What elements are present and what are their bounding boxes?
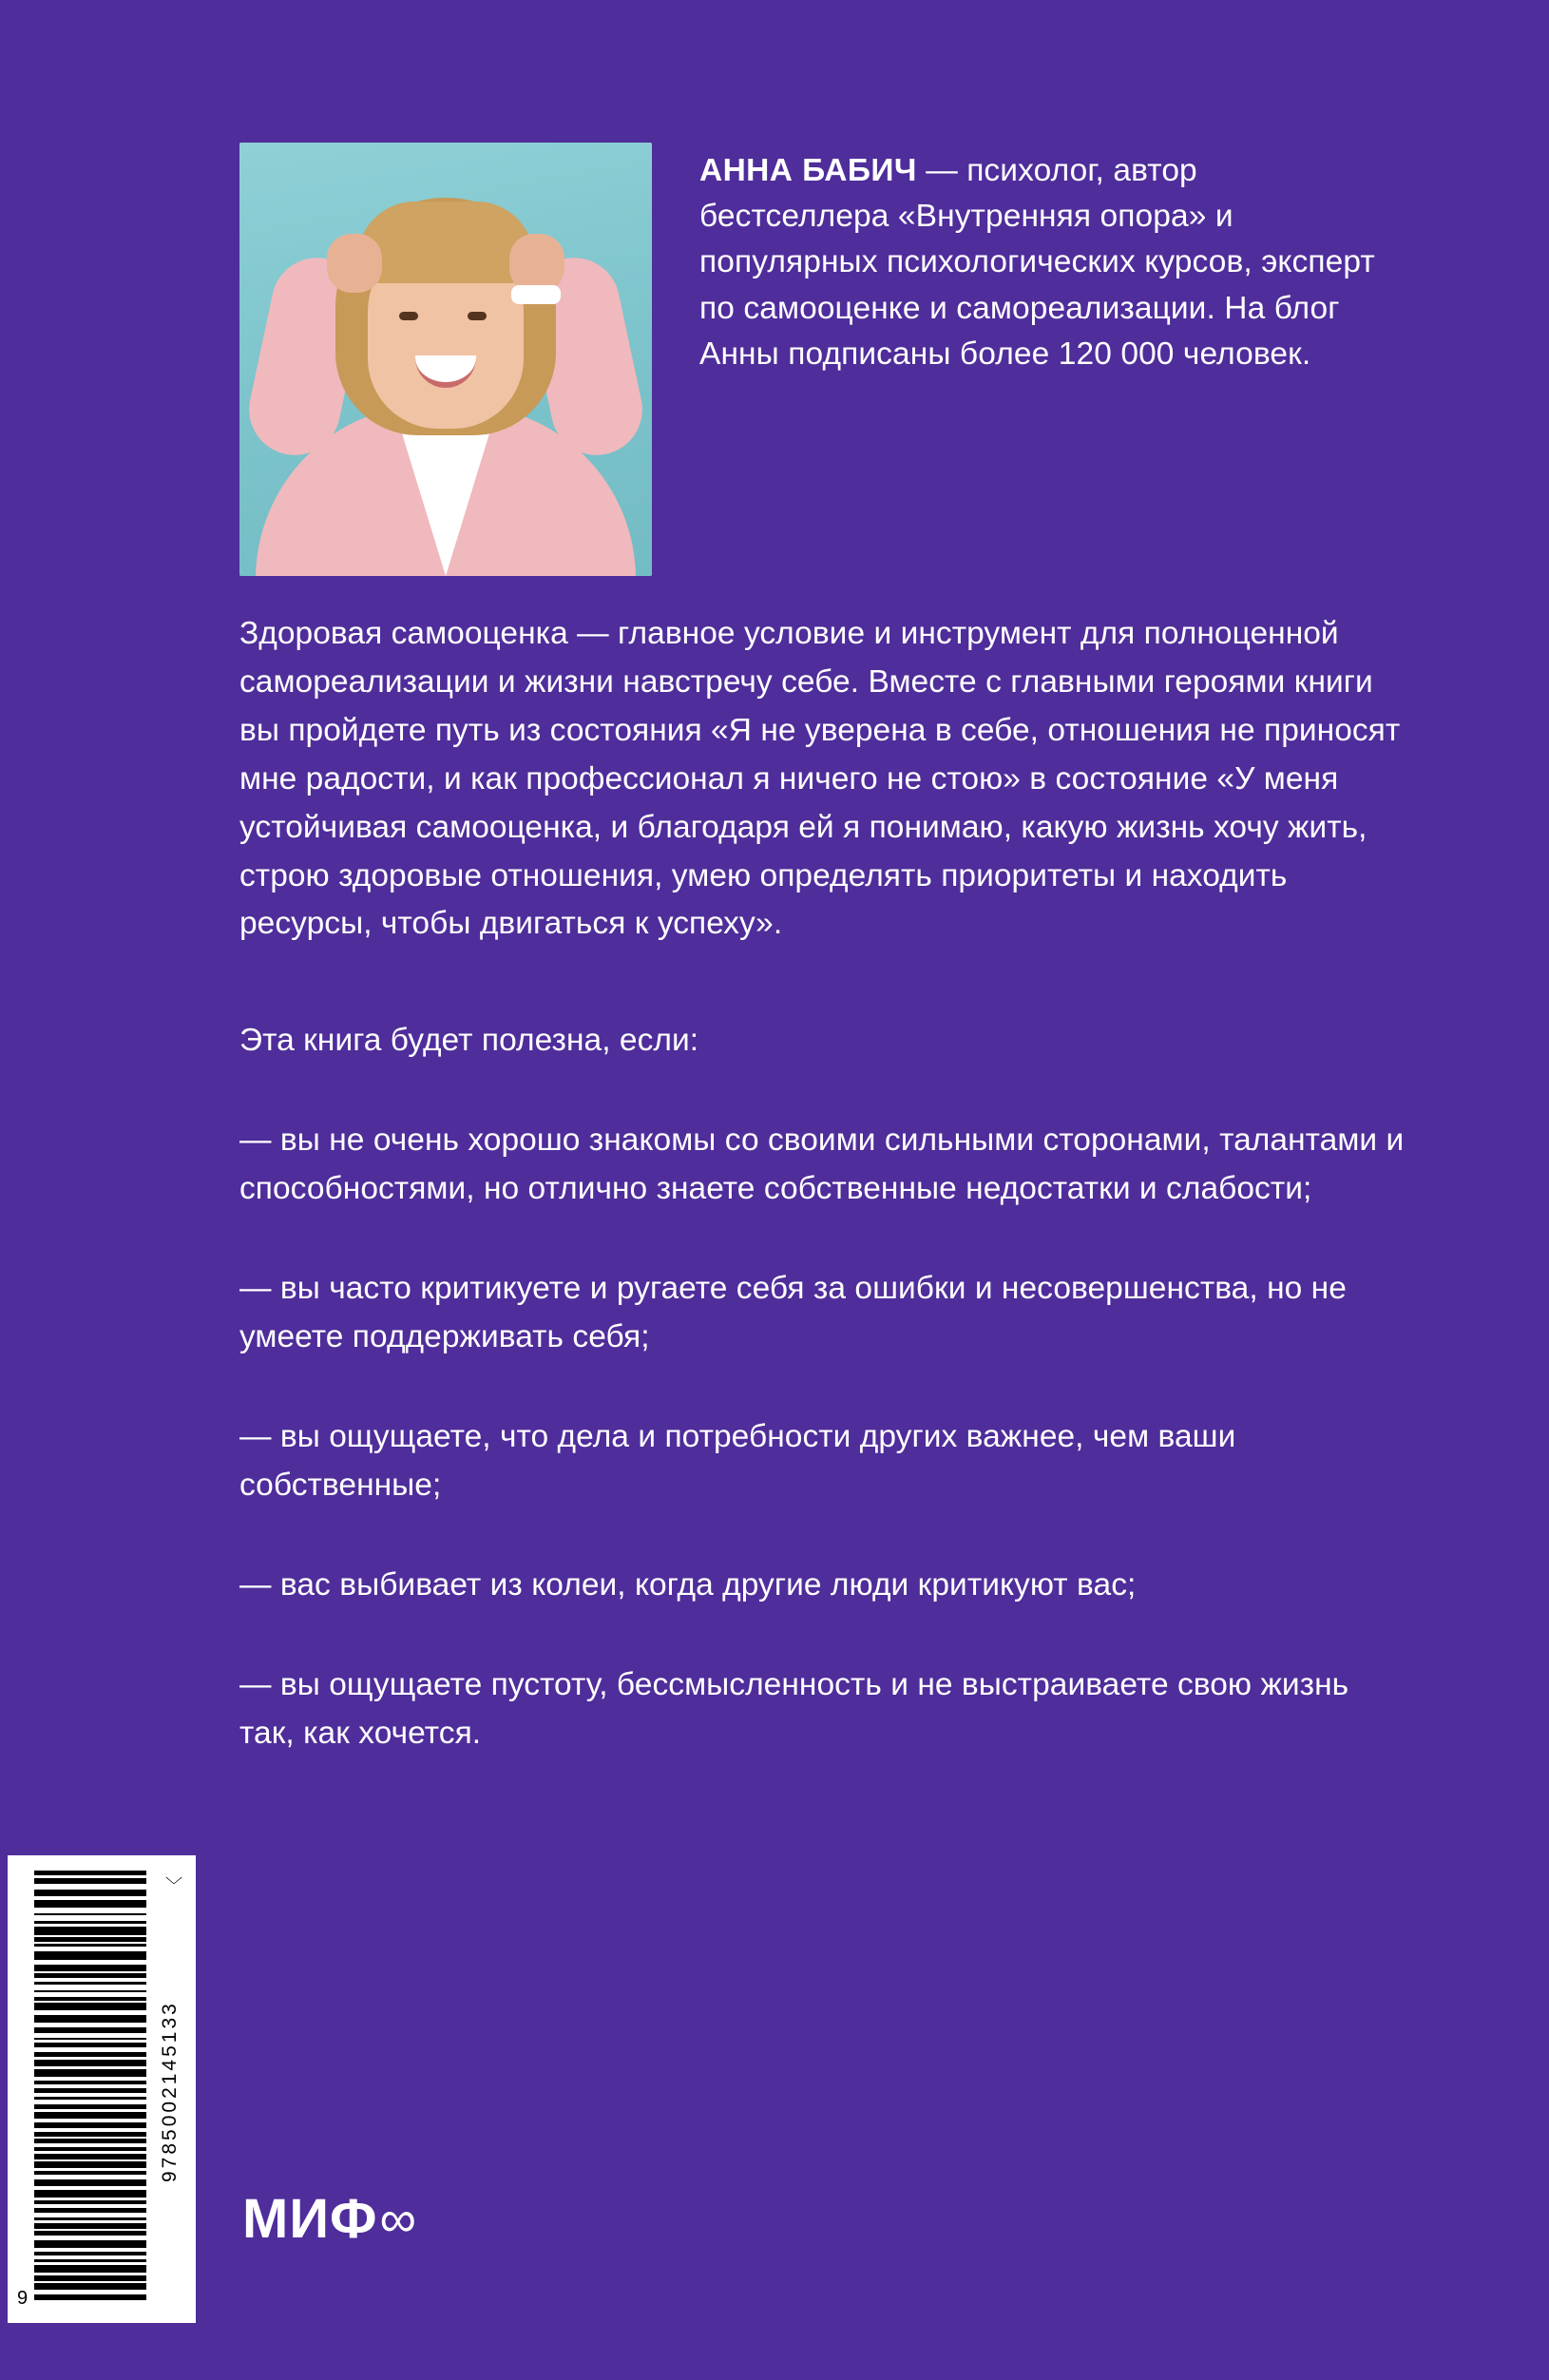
barcode-bar	[34, 1990, 146, 1992]
barcode-bar	[34, 2223, 146, 2229]
barcode-bar	[34, 1982, 146, 1985]
barcode-inner	[17, 1871, 186, 2313]
barcode-bar	[34, 2259, 146, 2262]
barcode-bar	[34, 1973, 146, 1978]
publisher-logo	[242, 2188, 417, 2250]
barcode-bar	[34, 1871, 146, 1875]
barcode-bar	[34, 2112, 146, 2119]
author-bio-text: — психолог, автор бестселлера «Внутренняя опора» и популярных психологических курсов, эксперт по самооценке и самореализации. На блог Анны подписаны более 120 000 человек.	[699, 153, 1375, 372]
barcode-bar	[34, 1997, 146, 2001]
spacer	[239, 1065, 1408, 1117]
barcode-bar	[34, 2190, 146, 2198]
barcode-bar	[34, 2147, 146, 2151]
photo-hand-left	[327, 234, 382, 293]
photo-watch	[511, 285, 561, 304]
annotation-paragraph: Здоровая самооценка — главное условие и инструмент для полноценной самореализации и жизни навстречу себе. Вместе с главными героями книги вы пройдете путь из состояния «Я не уверена в себе, отношения не приносят мне радости, и как профессионал я ничего не стою» в состояние «У меня устойчивая самооценка, и благодаря ей я понимаю, какую жизнь хочу жить, строю здоровые отношения, умею определять приоритеты и находить ресурсы, чтобы двигаться к успеху».	[239, 616, 1401, 942]
barcode-number: 9785002145133	[159, 2001, 181, 2183]
barcode-bar	[34, 1927, 146, 1935]
barcode-bar	[34, 1965, 146, 1971]
barcode-bar	[34, 1913, 146, 1915]
spacer	[239, 949, 1408, 1017]
barcode-bar	[34, 2283, 146, 2290]
list-item: — вы не очень хорошо знакомы со своими сильными сторонами, талантами и способностями, но отлично знаете собственные недостатки и слабости;	[239, 1123, 1405, 1207]
barcode-bar	[34, 1878, 146, 1884]
barcode	[8, 1855, 196, 2323]
author-bio	[699, 143, 1380, 377]
list-intro: Эта книга будет полезна, если:	[239, 1023, 699, 1059]
list-item: — вы ощущаете пустоту, бессмысленность и не выстраиваете свою жизнь так, как хочется.	[239, 1666, 1349, 1751]
bullet-list	[239, 1065, 1408, 1757]
barcode-bar	[34, 2200, 146, 2204]
list-item: — вы ощущаете, что дела и потребности других важнее, чем ваши собственные;	[239, 1418, 1236, 1503]
photo-eye-left	[399, 312, 418, 320]
barcode-bar	[34, 2060, 146, 2066]
barcode-bar	[34, 2171, 146, 2175]
spacer	[239, 1362, 1408, 1413]
barcode-bar	[34, 2161, 146, 2168]
author-name: АННА БАБИЧ	[699, 153, 917, 188]
barcode-left-digit: 9	[17, 2288, 29, 2309]
barcode-arrow-icon: 〉	[163, 1876, 182, 1893]
barcode-bar	[34, 2132, 146, 2137]
barcode-bar	[34, 2294, 146, 2300]
barcode-bar	[34, 2027, 146, 2033]
barcode-bar	[34, 2015, 146, 2023]
barcode-bar	[34, 2038, 146, 2040]
barcode-bar	[34, 2069, 146, 2077]
barcode-bar	[34, 2003, 146, 2010]
barcode-bar	[34, 2104, 146, 2109]
barcode-bar	[34, 2179, 146, 2186]
barcode-bar	[34, 2154, 146, 2159]
barcode-bar	[34, 2240, 146, 2248]
photo-hand-right	[509, 234, 564, 293]
spacer	[239, 1610, 1408, 1661]
barcode-bar	[34, 2208, 146, 2213]
spacer	[239, 1214, 1408, 1265]
barcode-bar	[34, 2139, 146, 2143]
barcode-bar	[34, 2043, 146, 2047]
barcode-bar	[34, 2122, 146, 2128]
barcode-bar	[34, 2231, 146, 2236]
publisher-name: МИФ	[242, 2188, 378, 2250]
barcode-bar	[34, 1937, 146, 1942]
photo-eye-right	[468, 312, 487, 320]
barcode-bars	[34, 1871, 146, 2303]
barcode-bar	[34, 2052, 146, 2057]
barcode-bar	[34, 2252, 146, 2255]
annotation-block	[239, 610, 1408, 1757]
barcode-bar	[34, 2265, 146, 2273]
barcode-bar	[34, 2081, 146, 2084]
list-item: — вас выбивает из колеи, когда другие люди критикуют вас;	[239, 1566, 1137, 1603]
barcode-bar	[34, 1944, 146, 1947]
author-photo	[239, 143, 652, 576]
barcode-bar	[34, 1951, 146, 1960]
list-item: — вы часто критикуете и ругаете себя за ошибки и несовершенства, но не умеете поддерживать себя;	[239, 1271, 1347, 1354]
barcode-bar	[34, 2217, 146, 2220]
barcode-bar	[34, 1900, 146, 1908]
author-block	[239, 143, 1380, 576]
infinity-icon: ∞	[379, 2191, 417, 2248]
barcode-bar	[34, 1921, 146, 1924]
barcode-bar	[34, 2275, 146, 2281]
barcode-bar	[34, 1890, 146, 1896]
barcode-bar	[34, 2088, 146, 2093]
barcode-bar	[34, 2097, 146, 2100]
photo-fringe	[357, 202, 534, 283]
spacer	[239, 1510, 1408, 1562]
